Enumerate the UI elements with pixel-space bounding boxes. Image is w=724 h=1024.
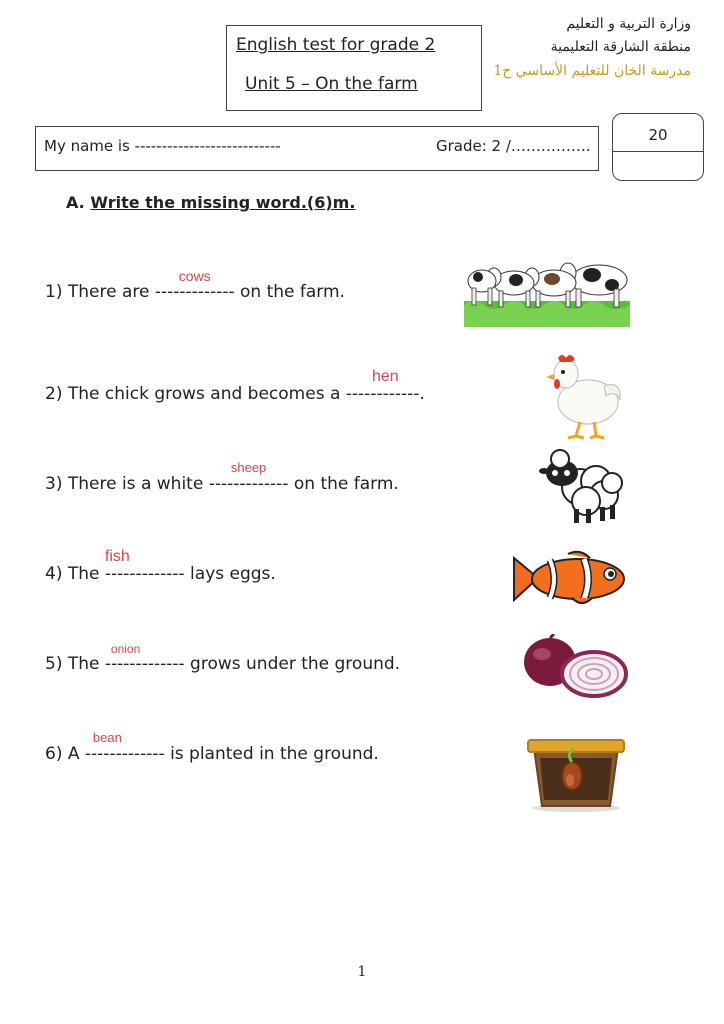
blank-dashes: -------------	[84, 744, 165, 764]
question-6	[45, 730, 379, 764]
question-2	[45, 368, 425, 404]
blank-dashes: -------------	[208, 474, 289, 494]
question-5	[45, 642, 401, 674]
score-divider	[613, 151, 703, 152]
answer-text: sheep	[230, 460, 267, 475]
question-text: is planted in the ground.	[170, 744, 379, 764]
bean-pot-picture	[524, 736, 628, 812]
blank-dashes: -------------	[104, 564, 185, 584]
answer-blank[interactable]	[345, 368, 425, 404]
question-text: The	[67, 564, 100, 584]
question-text: There is a white	[67, 474, 204, 494]
question-text: The	[67, 654, 100, 674]
region-name: منطقة الشارقة التعليمية	[550, 39, 691, 55]
question-text: The chick grows and becomes a	[67, 384, 341, 404]
question-text: grows under the ground.	[190, 654, 401, 674]
question-number: 5)	[45, 654, 63, 674]
sheep-icon	[539, 450, 622, 523]
page-number: 1	[357, 964, 367, 980]
question-number: 1)	[45, 282, 63, 302]
onion-icon	[524, 634, 626, 696]
grade-field[interactable]: Grade: 2 /…………….	[436, 137, 591, 155]
question-text: lays eggs.	[190, 564, 276, 584]
answer-text: onion	[110, 642, 141, 656]
answer-text: bean	[92, 730, 122, 745]
blank-dashes: -------------	[104, 654, 185, 674]
answer-blank[interactable]	[154, 268, 235, 302]
fish-icon	[514, 552, 624, 603]
question-4	[45, 548, 276, 584]
fish-picture	[510, 550, 634, 608]
question-number: 3)	[45, 474, 63, 494]
question-number: 6)	[45, 744, 63, 764]
cows-picture	[464, 255, 630, 327]
question-3	[45, 460, 399, 494]
answer-text: cows	[178, 268, 211, 284]
unit-title: Unit 5 – On the farm	[245, 74, 418, 94]
answer-blank[interactable]	[208, 460, 289, 494]
name-field[interactable]: My name is ---------------------------	[44, 137, 281, 155]
blank-dashes: -------------	[154, 282, 235, 302]
question-number: 4)	[45, 564, 63, 584]
title-box	[226, 25, 482, 111]
hen-icon	[546, 355, 620, 438]
answer-blank[interactable]	[104, 642, 185, 674]
bean-pot-icon	[528, 740, 624, 812]
question-text: A	[67, 744, 80, 764]
question-text: on the farm.	[240, 282, 345, 302]
section-letter: A.	[66, 193, 85, 212]
section-a-heading	[66, 193, 355, 212]
answer-text: fish	[104, 548, 130, 565]
ministry-name: وزارة التربية و التعليم	[566, 16, 691, 32]
onion-picture	[520, 634, 628, 698]
section-instruction: Write the missing word.(6)m.	[90, 193, 356, 212]
school-name: مدرسة الخان للتعليم الأساسي ح1	[493, 63, 691, 79]
hen-picture	[544, 350, 624, 444]
score-box	[612, 113, 704, 181]
question-1	[45, 268, 345, 302]
test-title: English test for grade 2	[236, 35, 436, 55]
question-number: 2)	[45, 384, 63, 404]
answer-blank[interactable]	[84, 730, 165, 764]
student-info-box	[35, 126, 599, 171]
sheep-picture	[538, 447, 628, 525]
blank-dashes: ------------.	[345, 384, 425, 404]
total-marks: 20	[648, 126, 668, 144]
question-text: There are	[67, 282, 150, 302]
question-text: on the farm.	[293, 474, 399, 494]
answer-text: hen	[371, 368, 399, 385]
answer-blank[interactable]	[104, 548, 185, 584]
